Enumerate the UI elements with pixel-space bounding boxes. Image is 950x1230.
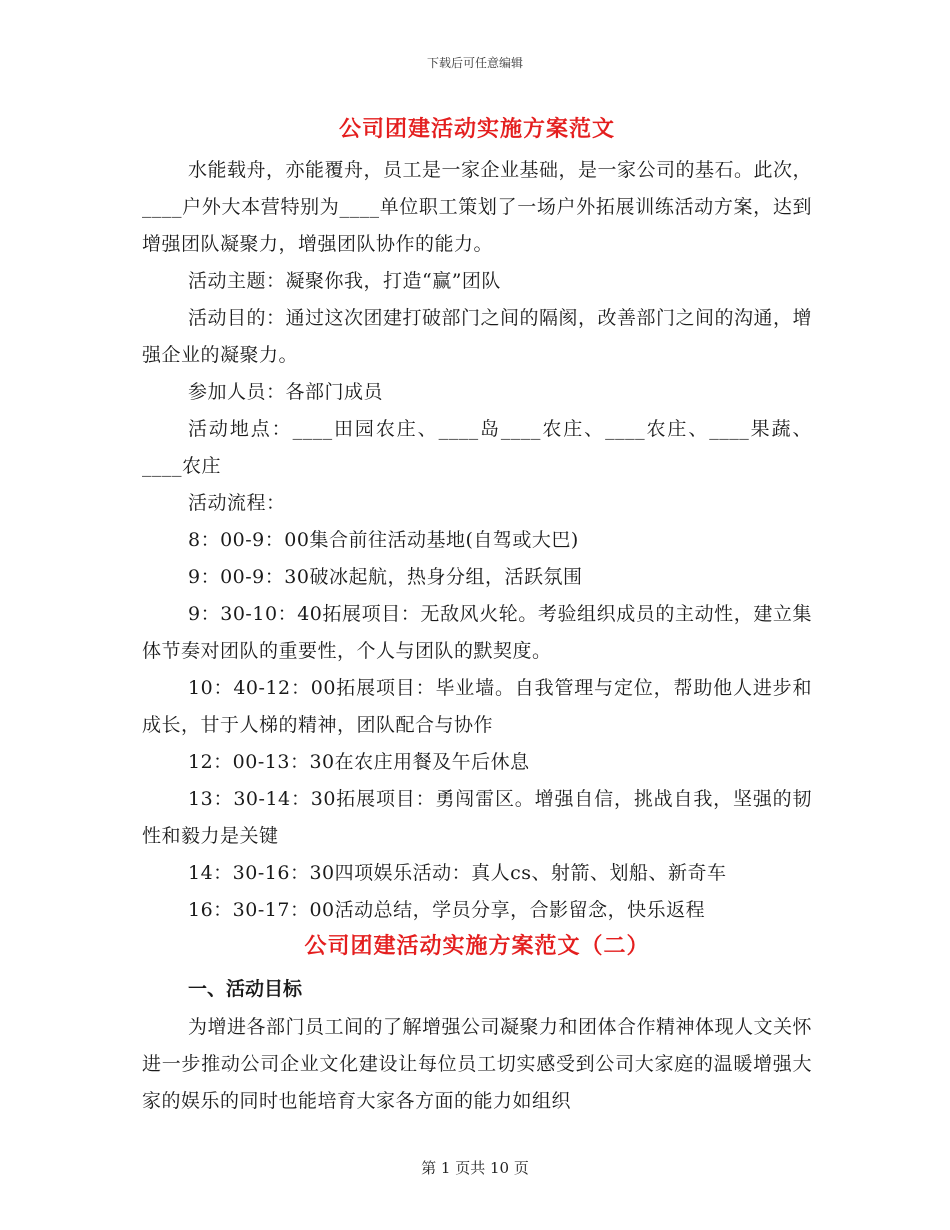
schedule-item: 16：30-17：00活动总结，学员分享，合影留念，快乐返程 — [188, 899, 706, 921]
paragraph-participants: 参加人员：各部门成员 — [188, 381, 384, 403]
section-heading: 一、活动目标 — [188, 978, 303, 1000]
schedule-item: 13：30-14：30拓展项目：勇闯雷区。增强自信，挑战自我，坚强的韧性和毅力是关键 — [142, 788, 812, 847]
schedule-item: 14：30-16：30四项娱乐活动：真人cs、射箭、划船、新奇车 — [188, 862, 727, 884]
paragraph-purpose: 活动目的：通过这次团建打破部门之间的隔阂，改善部门之间的沟通，增强企业的凝聚力。 — [142, 307, 813, 366]
document-title: 公司团建活动实施方案范文 — [338, 117, 615, 142]
document-body — [142, 108, 812, 1120]
page-footer: 第 1 页共 10 页 — [421, 1159, 529, 1177]
paragraph-intro: 水能载舟，亦能覆舟，员工是一家企业基础，是一家公司的基石。此次，____户外大本营特别为____单位职工策划了一场户外拓展训练活动方案，达到增强团队凝聚力，增强团队协作的能力。 — [142, 159, 813, 255]
schedule-item: 9：30-10：40拓展项目：无敌风火轮。考验组织成员的主动性，建立集体节奏对团队的重要性，个人与团队的默契度。 — [142, 603, 812, 662]
schedule-item: 9：00-9：30破冰起航，热身分组，活跃氛围 — [188, 566, 583, 588]
paragraph-schedule-label: 活动流程： — [188, 492, 286, 514]
schedule-item: 10：40-12：00拓展项目：毕业墙。自我管理与定位，帮助他人进步和成长，甘于人梯的精神，团队配合与协作 — [142, 677, 812, 736]
page-header: 下载后可任意编辑 — [426, 56, 523, 70]
schedule-item: 12：00-13：30在农庄用餐及午后休息 — [188, 751, 530, 773]
paragraph-theme: 活动主题：凝聚你我，打造“赢”团队 — [188, 270, 501, 292]
paragraph-goal: 为增进各部门员工间的了解增强公司凝聚力和团体合作精神体现人文关怀进一步推动公司企业文化建设让每位员工切实感受到公司大家庭的温暖增强大家的娱乐的同时也能培育大家各方面的能力如组织 — [142, 1016, 813, 1112]
document-title-2: 公司团建活动实施方案范文（二） — [304, 934, 650, 959]
paragraph-location: 活动地点：____田园农庄、____岛____农庄、____农庄、____果蔬、____农庄 — [142, 418, 812, 477]
schedule-item: 8：00-9：00集合前往活动基地(自驾或大巴) — [188, 529, 579, 551]
